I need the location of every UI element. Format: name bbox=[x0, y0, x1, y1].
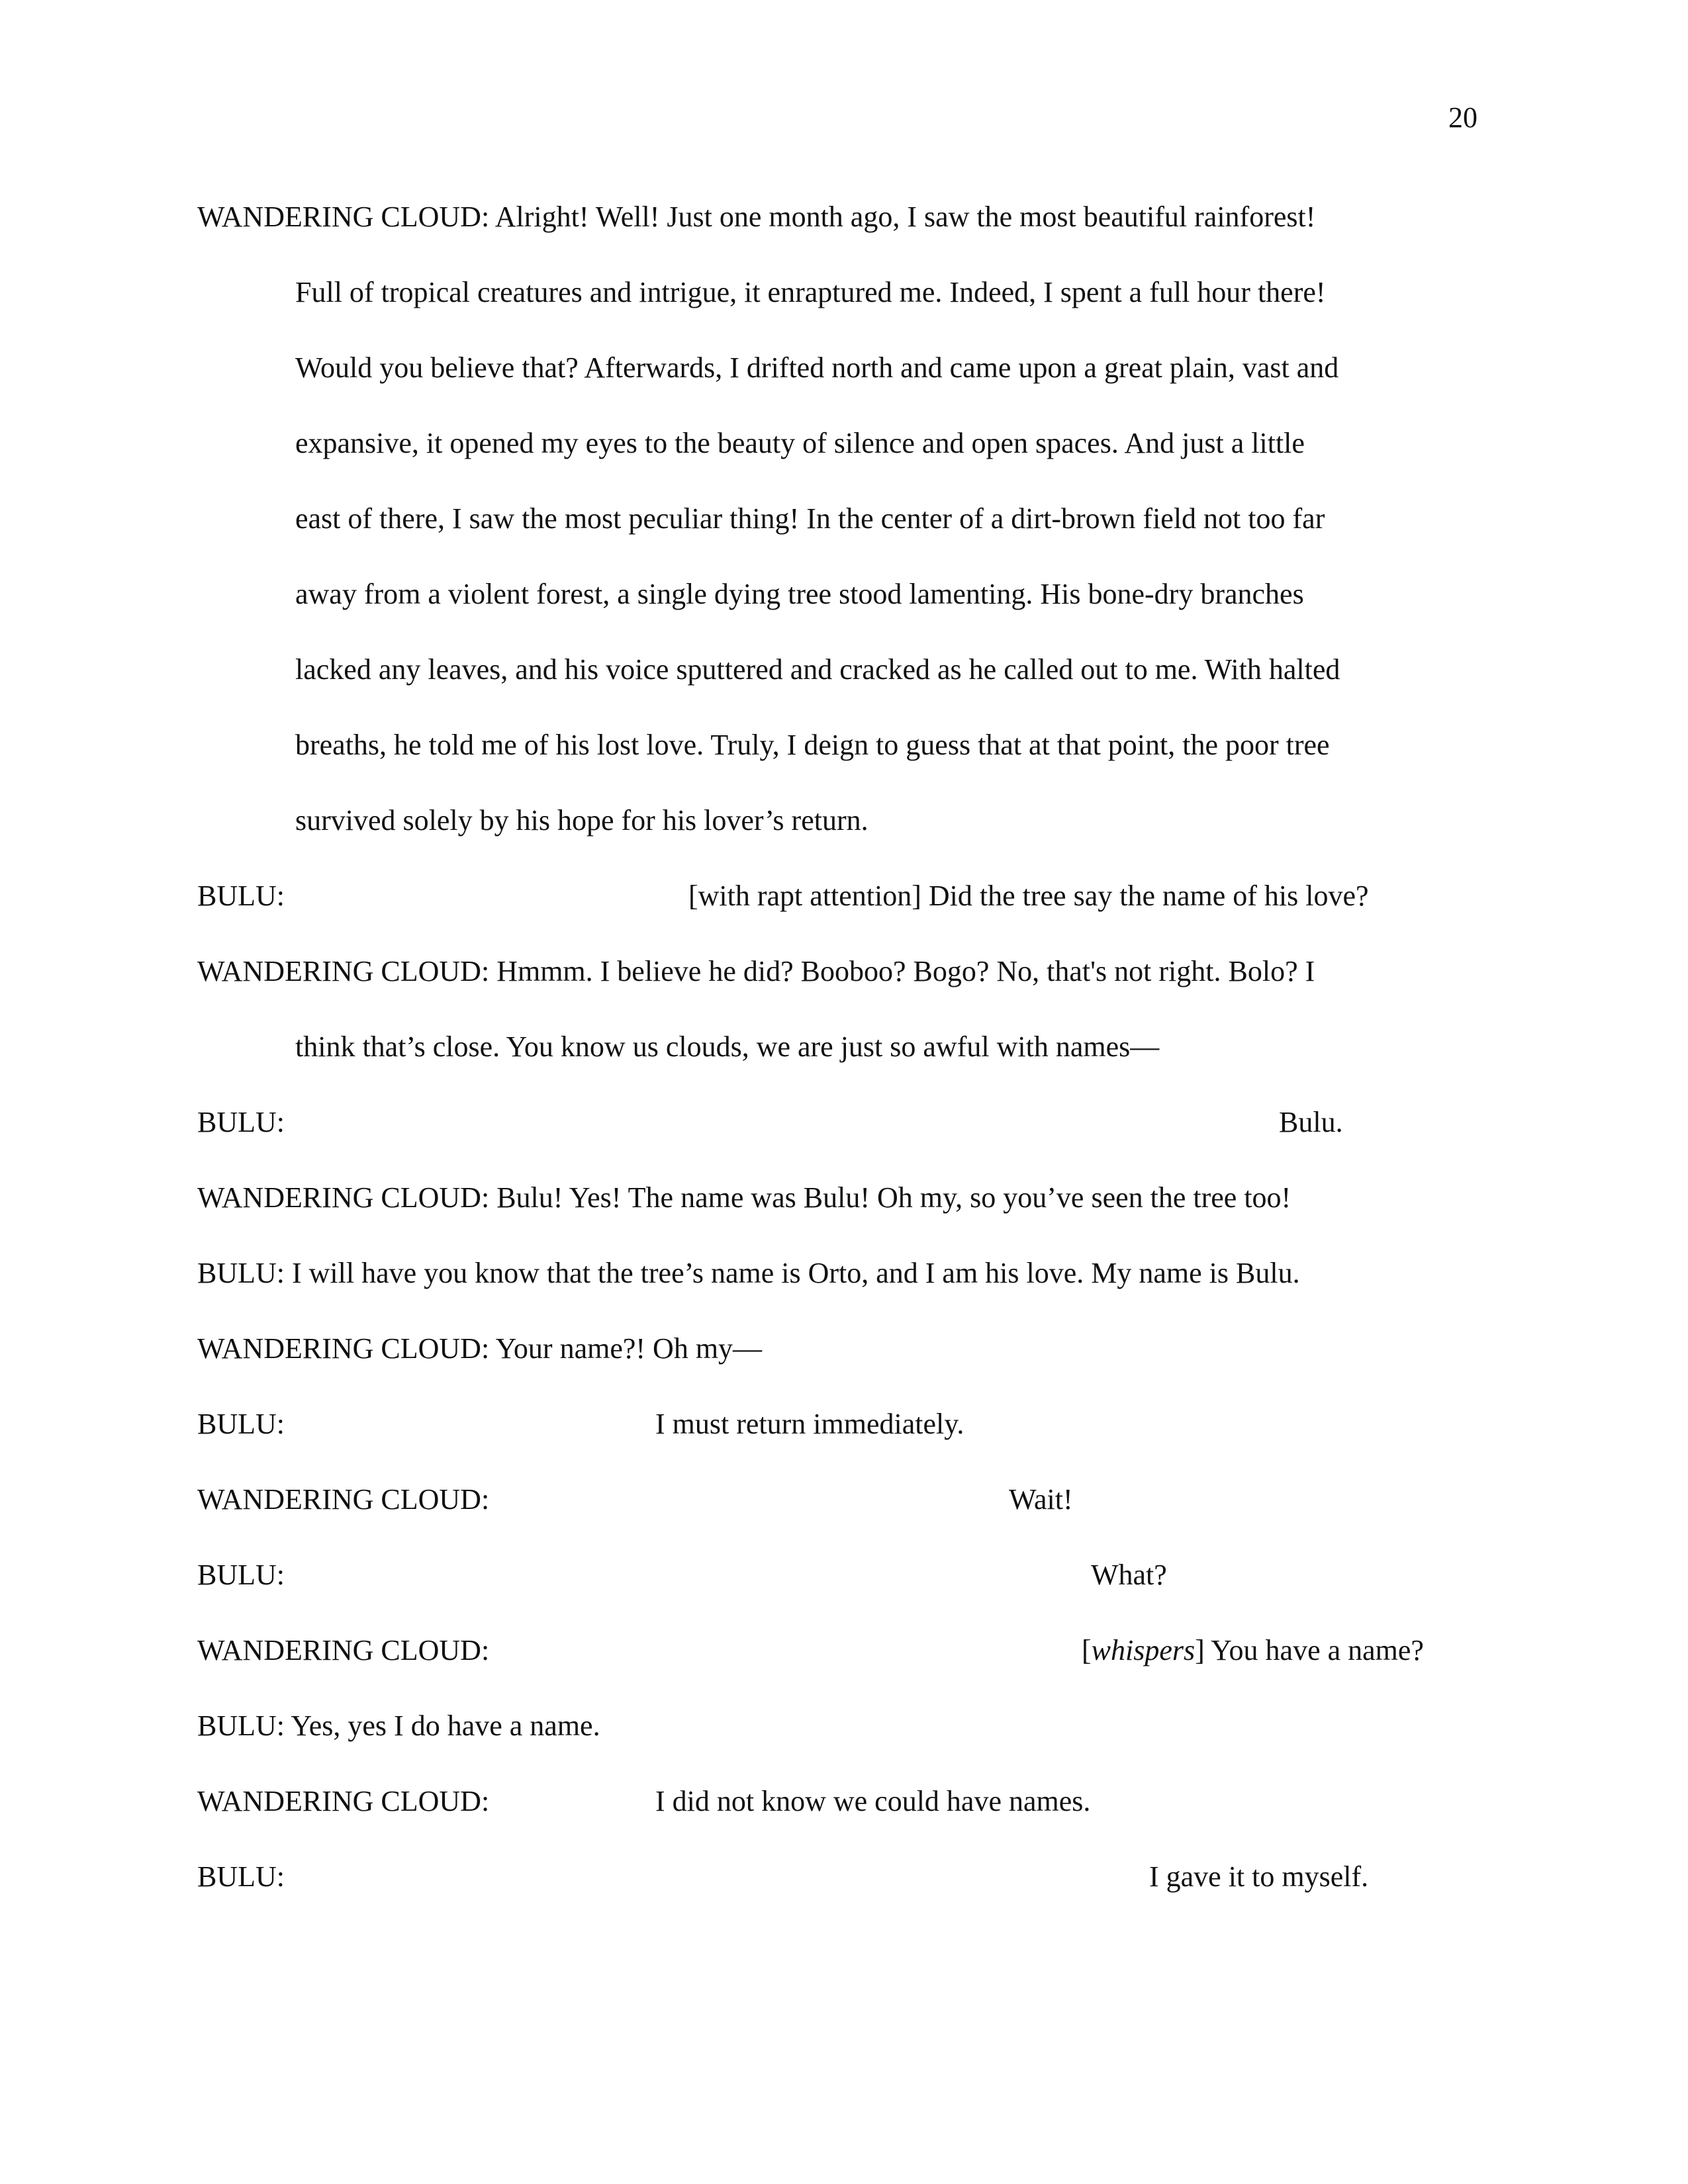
speaker-name: WANDERING CLOUD: bbox=[197, 1634, 490, 1666]
speaker-name: WANDERING CLOUD: bbox=[197, 955, 490, 987]
speaker-name: WANDERING CLOUD: bbox=[197, 201, 490, 233]
dialogue-text: Alright! Well! Just one month ago, I saw the most beautiful rainforest! bbox=[494, 201, 1316, 233]
dialogue-text: I will have you know that the tree’s name is Orto, and I am his love. My name is Bulu. bbox=[292, 1257, 1300, 1289]
dialogue-text: I gave it to myself. bbox=[1149, 1860, 1369, 1893]
speaker-name: BULU: bbox=[197, 880, 285, 912]
page-number: 20 bbox=[1448, 101, 1477, 134]
speaker-name: BULU: bbox=[197, 1106, 285, 1138]
dialogue-text: survived solely by his hope for his lover’s return. bbox=[295, 804, 868, 837]
dialogue-line bbox=[197, 957, 1315, 986]
stage-direction: whispers bbox=[1091, 1634, 1196, 1666]
dialogue-line bbox=[197, 1711, 600, 1741]
dialogue-text: I did not know we could have names. bbox=[655, 1785, 1091, 1817]
dialogue-text: Your name?! Oh my— bbox=[495, 1332, 763, 1365]
dialogue-text: breaths, he told me of his lost love. Truly, I deign to guess that at that point, the poor tree bbox=[295, 729, 1330, 761]
dialogue-text: You have a name? bbox=[1211, 1634, 1424, 1666]
speaker-name: BULU: bbox=[197, 1709, 285, 1742]
dialogue-line bbox=[197, 1334, 762, 1363]
dialogue-line bbox=[197, 203, 1315, 232]
dialogue-line bbox=[197, 1259, 1300, 1288]
dialogue-text: I must return immediately. bbox=[655, 1408, 964, 1440]
speaker-name: WANDERING CLOUD: bbox=[197, 1181, 490, 1214]
dialogue-text: away from a violent forest, a single dying tree stood lamenting. His bone-dry branches bbox=[295, 578, 1304, 610]
dialogue-text: [with rapt attention] Did the tree say the name of his love? bbox=[688, 880, 1369, 912]
speaker-name: WANDERING CLOUD: bbox=[197, 1332, 490, 1365]
dialogue-text: think that’s close. You know us clouds, we are just so awful with names— bbox=[295, 1030, 1160, 1063]
dialogue-line bbox=[197, 1183, 1291, 1212]
dialogue-text: What? bbox=[1091, 1559, 1167, 1591]
dialogue-text: east of there, I saw the most peculiar thing! In the center of a dirt-brown field not too far bbox=[295, 502, 1325, 535]
dialogue-text: Wait! bbox=[1009, 1483, 1073, 1516]
dialogue-text: Yes, yes I do have a name. bbox=[291, 1709, 600, 1742]
dialogue-line: [whispers] You have a name? bbox=[1082, 1634, 1424, 1666]
dialogue-text: Bulu! Yes! The name was Bulu! Oh my, so you’ve seen the tree too! bbox=[496, 1181, 1291, 1214]
dialogue-text: Would you believe that? Afterwards, I drifted north and came upon a great plain, vast and bbox=[295, 351, 1339, 384]
dialogue-text: Full of tropical creatures and intrigue, it enraptured me. Indeed, I spent a full hour there! bbox=[295, 276, 1326, 308]
dialogue-text: Bulu. bbox=[1279, 1106, 1343, 1138]
speaker-name: WANDERING CLOUD: bbox=[197, 1785, 490, 1817]
speaker-name: BULU: bbox=[197, 1408, 285, 1440]
dialogue-text: Hmmm. I believe he did? Booboo? Bogo? No, that's not right. Bolo? I bbox=[496, 955, 1315, 987]
speaker-name: WANDERING CLOUD: bbox=[197, 1483, 490, 1516]
speaker-name: BULU: bbox=[197, 1257, 285, 1289]
dialogue-text: lacked any leaves, and his voice sputtered and cracked as he called out to me. With halted bbox=[295, 653, 1340, 686]
dialogue-text: expansive, it opened my eyes to the beauty of silence and open spaces. And just a little bbox=[295, 427, 1305, 459]
speaker-name: BULU: bbox=[197, 1860, 285, 1893]
speaker-name: BULU: bbox=[197, 1559, 285, 1591]
